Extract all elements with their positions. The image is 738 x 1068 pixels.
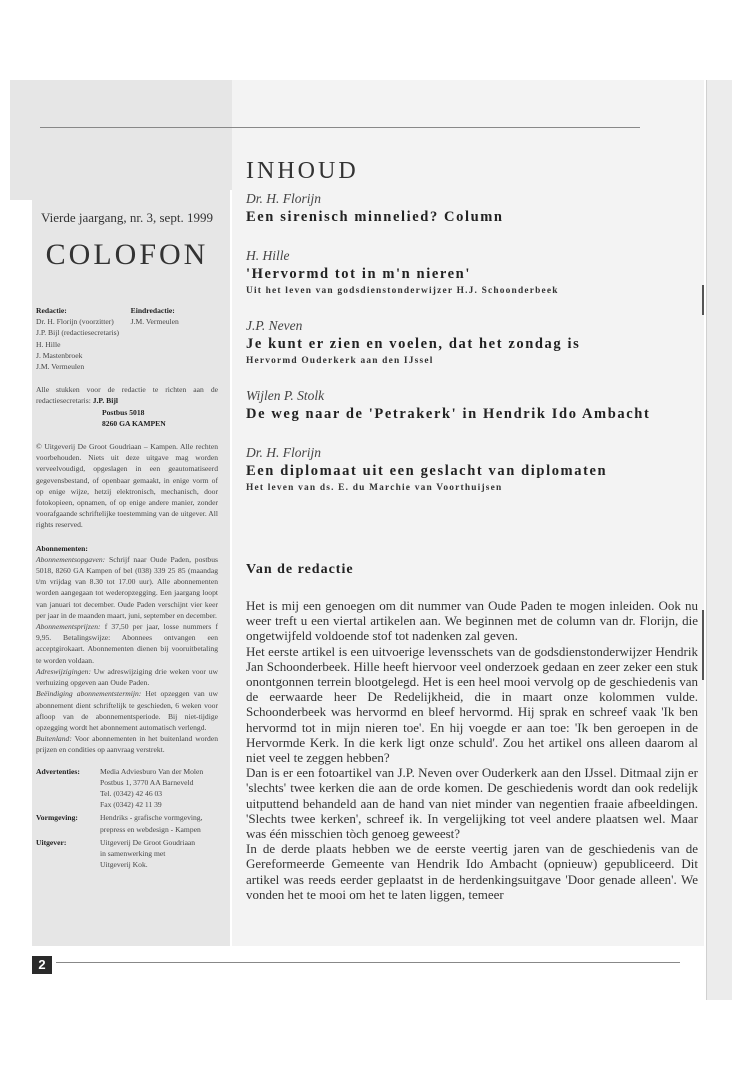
colofon-header: [36, 210, 218, 272]
adres: [36, 666, 218, 688]
member: J.M. Vermeulen: [36, 362, 85, 372]
uitgever-label: Uitgever:: [36, 837, 67, 847]
toc-subtitle: Uit het leven van godsdienstonderwijzer H.J. Schoonderbeek: [246, 286, 559, 296]
colofon-top-panel: [10, 80, 232, 190]
stukken-name: J.P. Bijl: [92, 396, 118, 406]
stukken-address: 8260 GA KAMPEN: [102, 418, 166, 428]
abonnementen-label: Abonnementen:: [36, 543, 88, 553]
vormgeving-row: [36, 812, 218, 834]
issue-line: Vierde jaargang, nr. 3, sept. 1999: [41, 210, 213, 225]
member: H. Hille: [36, 339, 61, 349]
line: Uitgeverij De Groot Goudriaan: [100, 837, 196, 847]
line: prepress en webdesign - Kampen: [100, 824, 201, 834]
toc-author: J.P. Neven: [246, 318, 303, 333]
copyright-text: © Uitgeverij De Groot Goudriaan – Kampen. Alle rechten voorbehouden. Niets uit deze uitgave mag worden verveelvoudigd, opgeslagen in een geautomatiseerd gegevensbestand, of openbaar gemaakt, in enige vorm of op enige wijze, hetzij elektronisch, mechanisch, door fotokopieen, opnamen, of op enige andere manier, zonder voorafgaande schriftelijke toestemming van de uitgever. All rights reserved.: [36, 442, 218, 530]
opgaven: [36, 554, 218, 621]
opgaven-label: Abonnementsopgaven:: [36, 554, 106, 564]
uitgever-lines: [100, 837, 218, 871]
editorial-paragraph: Het eerste artikel is een uitvoerige levensschets van de godsdienstonderwijzer Hendrik Jan Schoonderbeek. Hille heeft hiervoor veel onderzoek gedaan en zeer zeker een stuk onontgonnen terrein blootgelegd. Het is een heel mooi vervolg op de geschiedenis van de eerwaarde heer De Redelijkheid, die in maart onze kolommen vulde. Schoonderbeek was hervormd en bleef hervormd. Hij sprak en schreef vaak 'Ik ben hervormd tot in mijn nieren toe'. En hij voegde er aan toe: 'Ik ben geroepen in de Hervormde Kerk. In die kerk ligt onze schuld'. Zou het artikel ons alleen daarom al niet veel te zeggen hebben?: [246, 643, 698, 766]
contact-block: [36, 766, 218, 871]
eindredactie: [131, 305, 218, 372]
line: Postbus 1, 3770 AA Barneveld: [100, 777, 194, 787]
toc-entry: [246, 445, 702, 493]
stukken-block: [36, 384, 218, 429]
member: J.P. Bijl (redactiesecretaris): [36, 328, 120, 338]
toc-entry: [246, 248, 702, 296]
toc-title: Een sirenisch minnelied? Column: [246, 209, 504, 225]
toc-author: Wijlen P. Stolk: [246, 388, 325, 403]
line: Fax (0342) 42 11 39: [100, 800, 162, 810]
adres-text: Uw adreswijziging drie weken voor uw verhuizing opgeven aan Oude Paden.: [36, 666, 218, 688]
page-number: 2: [32, 956, 52, 974]
redactie-members: [36, 305, 123, 372]
inhoud-title: INHOUD: [246, 158, 359, 184]
toc-author: Dr. H. Florijn: [246, 191, 322, 206]
advertenties-label: Advertenties:: [36, 766, 80, 776]
toc-title: Je kunt er zien en voelen, dat het zondag is: [246, 336, 581, 352]
page-edge-strip: [706, 80, 732, 1000]
prijzen-text: f 37,50 per jaar, losse nummers f 9,95. Betalingswijze: Abonnees ontvangen een acceptgirokaart. Abonnementen dienen bij vooruitbetaling te worden voldaan.: [36, 622, 218, 665]
toc-entry: [246, 318, 702, 366]
panel-notch: [10, 190, 32, 200]
top-rule: [40, 127, 640, 128]
editorial-body: [246, 598, 698, 902]
editorial-paragraph: Het is mij een genoegen om dit nummer van Oude Paden te mogen inleiden. Ook nu weer treft u een viertal artikelen aan. We beginnen met de column van dr. Florijn, die ongetwijfeld voldoende stof tot nadenken zal geven.: [246, 598, 698, 644]
opgaven-text: Schrijf naar Oude Paden, postbus 5018, 8260 GA Kampen of bel (038) 339 25 85 (maandag t/m vrijdag van 8.30 tot 17.00 uur). Alle abonnementen worden aangegaan tot wederopzegging. Een jaargang loopt van januari tot december. Oude Paden verschijnt vier keer per jaar in de maanden maart, juni, september en december.: [36, 554, 218, 620]
editorial-paragraph: Dan is er een fotoartikel van J.P. Neven over Ouderkerk aan den IJssel. Ditmaal zijn er 'slechts' twee kerken die aan de orde komen. De geschiedenis wordt dan ook redelijk uitputtend behandeld aan de hand van niet minder van negentien fraaie afbeeldingen. 'Slechts twee kerken', schreef ik. In vergelijking tot veel andere plaatsen wel. Maar was één misschien tòch genoeg geweest?: [246, 765, 698, 842]
advertenties-lines: [100, 766, 218, 811]
advertenties-row: [36, 766, 218, 811]
abonnementen-block: [36, 543, 218, 756]
vormgeving-lines: [100, 812, 218, 834]
bottom-rule: [56, 962, 680, 963]
prijzen-label: Abonnementsprijzen:: [36, 622, 101, 632]
member: J. Mastenbroek: [36, 350, 83, 360]
vormgeving-label: Vormgeving:: [36, 813, 78, 823]
colofon-title: COLOFON: [45, 238, 209, 271]
buitenland: [36, 733, 218, 755]
uitgever-row: [36, 837, 218, 871]
toc-title: De weg naar de 'Petrakerk' in Hendrik Ido Ambacht: [246, 406, 651, 422]
editorial-title: Van de redactie: [246, 562, 354, 577]
toc-author: H. Hille: [246, 248, 290, 263]
toc-author: Dr. H. Florijn: [246, 445, 322, 460]
toc-entry: [246, 388, 702, 423]
editorial: [246, 562, 698, 902]
table-of-contents: [246, 158, 702, 515]
margin-mark: [702, 610, 704, 680]
redactie-block: [36, 305, 218, 372]
prijzen: [36, 621, 218, 666]
buitenland-label: Buitenland:: [36, 734, 72, 744]
stukken-address: Postbus 5018: [102, 407, 145, 417]
member: Dr. H. Florijn (voorzitter): [36, 317, 114, 327]
editorial-paragraph: In de derde plaats hebben we de eerste veertig jaren van de geschiedenis van de Gereformeerde Gemeente van Hendrik Ido Ambacht (opnieuw) gepubliceerd. Dit artikel was reeds eerder geplaatst in de herdenkingsuitgave 'Door genade alleen'. We vonden het te mooi om het te laten liggen, temeer: [246, 841, 698, 902]
line: Uitgeverij Kok.: [100, 860, 148, 870]
line: Media Adviesburo Van der Molen: [100, 766, 204, 776]
line: Hendriks - grafische vormgeving,: [100, 813, 203, 823]
toc-subtitle: Hervormd Ouderkerk aan den IJssel: [246, 356, 434, 366]
toc-title: 'Hervormd tot in m'n nieren': [246, 266, 471, 282]
buitenland-text: Voor abonnementen in het buitenland worden prijzen en condities op aanvraag verstrekt.: [36, 734, 218, 755]
toc-subtitle: Het leven van ds. E. du Marchie van Voorthuijsen: [246, 483, 503, 493]
redactie-label: Redactie:: [36, 306, 67, 315]
beeindiging: [36, 688, 218, 733]
line: Tel. (0342) 42 46 03: [100, 788, 163, 798]
adres-label: Adreswijzigingen:: [36, 666, 91, 676]
toc-entry: [246, 191, 702, 226]
beeindiging-text: Het opzeggen van uw abonnement dient schriftelijk te geschieden, 6 weken voor afloop van de abonnementsperiode. Bij niet-tijdige opzegging wordt het abonnement automatisch verlengd.: [36, 689, 218, 732]
toc-title: Een diplomaat uit een geslacht van diplomaten: [246, 463, 608, 479]
margin-mark: [702, 285, 704, 315]
eindredactie-label: Eindredactie:: [130, 306, 175, 315]
eindredactie-name: J.M. Vermeulen: [130, 317, 179, 327]
line: in samenwerking met: [100, 848, 166, 858]
stukken-text: Alle stukken voor de redactie te richten aan de redactiesecretaris:: [36, 385, 218, 406]
beeindiging-label: Beëindiging abonnementstermijn:: [36, 689, 142, 699]
colofon-body: [36, 305, 218, 870]
